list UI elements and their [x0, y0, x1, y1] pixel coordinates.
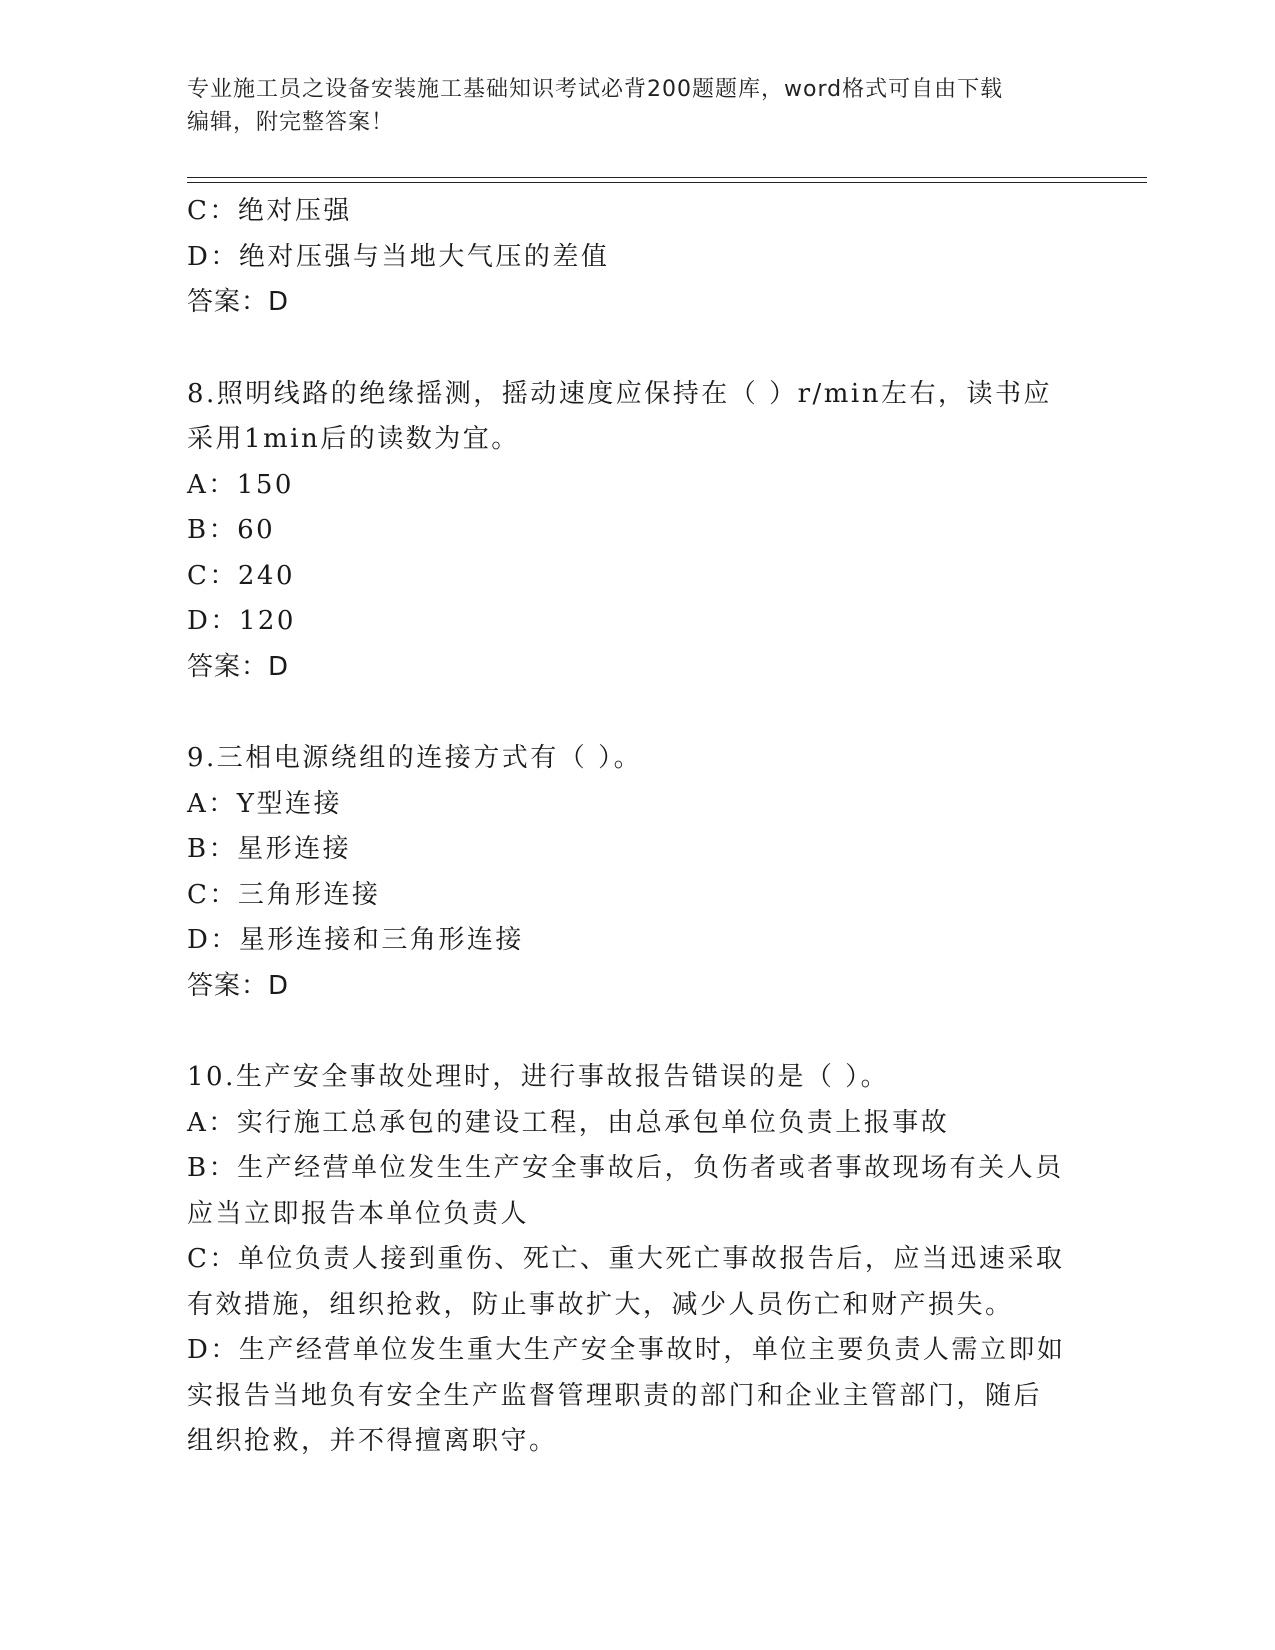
q10-option-d-line1: D：生产经营单位发生重大生产安全事故时，单位主要负责人需立即如: [187, 1335, 1066, 1365]
q8-stem-line2: 采用1min后的读数为宜。: [187, 424, 520, 454]
question-list: [187, 189, 1087, 1465]
q8-option-b: B：60: [187, 515, 276, 545]
header-divider-top: [187, 177, 1147, 178]
q10-option-d-line3: 组织抢救，并不得擅离职守。: [187, 1426, 558, 1456]
q9-option-a: A：Y型连接: [187, 788, 342, 819]
q8-answer: 答案：D: [187, 651, 290, 682]
q7-option-c: C：绝对压强: [187, 196, 352, 226]
question-8: [187, 372, 1087, 691]
q9-option-c: C：三角形连接: [187, 879, 381, 910]
question-10: [187, 1055, 1087, 1465]
q9-answer: 答案：D: [187, 970, 290, 1001]
q9-stem: 9.三相电源绕组的连接方式有（ ）。: [187, 743, 643, 773]
q10-option-d-line2: 实报告当地负有安全生产监督管理职责的部门和企业主管部门，随后: [187, 1380, 1043, 1411]
q10-option-a: A：实行施工总承包的建设工程，由总承包单位负责上报事故: [187, 1107, 950, 1138]
document-page: [187, 0, 1147, 1650]
spacer: [187, 1009, 1087, 1055]
q8-option-a: A：150: [187, 469, 294, 500]
header-divider-bottom: [187, 182, 1147, 183]
q10-option-c-line2: 有效措施，组织抢救，防止事故扩大，减少人员伤亡和财产损失。: [187, 1289, 1014, 1320]
q7-answer: 答案：D: [187, 287, 290, 317]
question-9: [187, 736, 1087, 1009]
q10-option-b-line2: 应当立即报告本单位负责人: [187, 1198, 530, 1229]
document-header: [187, 73, 1067, 139]
header-title-line1: 专业施工员之设备安装施工基础知识考试必背200题题库，word格式可自由下载: [187, 77, 1004, 102]
q7-option-d: D：绝对压强与当地大气压的差值: [187, 241, 610, 272]
q8-option-d: D：120: [187, 606, 296, 636]
question-7: [187, 189, 1087, 326]
q10-option-b-line1: B：生产经营单位发生生产安全事故后，负伤者或者事故现场有关人员: [187, 1153, 1064, 1183]
q10-option-c-line1: C：单位负责人接到重伤、死亡、重大死亡事故报告后，应当迅速采取: [187, 1244, 1065, 1274]
q9-option-d: D：星形连接和三角形连接: [187, 925, 524, 955]
q8-option-c: C：240: [187, 560, 296, 591]
q10-stem: 10.生产安全事故处理时，进行事故报告错误的是（ ）。: [187, 1062, 890, 1092]
q8-stem-line1: 8.照明线路的绝缘摇测，摇动速度应保持在（ ）r/min左右，读书应: [187, 378, 1052, 409]
spacer: [187, 690, 1087, 736]
spacer: [187, 326, 1087, 372]
q9-option-b: B：星形连接: [187, 834, 352, 864]
header-title-line2: 编辑，附完整答案！: [187, 110, 395, 135]
